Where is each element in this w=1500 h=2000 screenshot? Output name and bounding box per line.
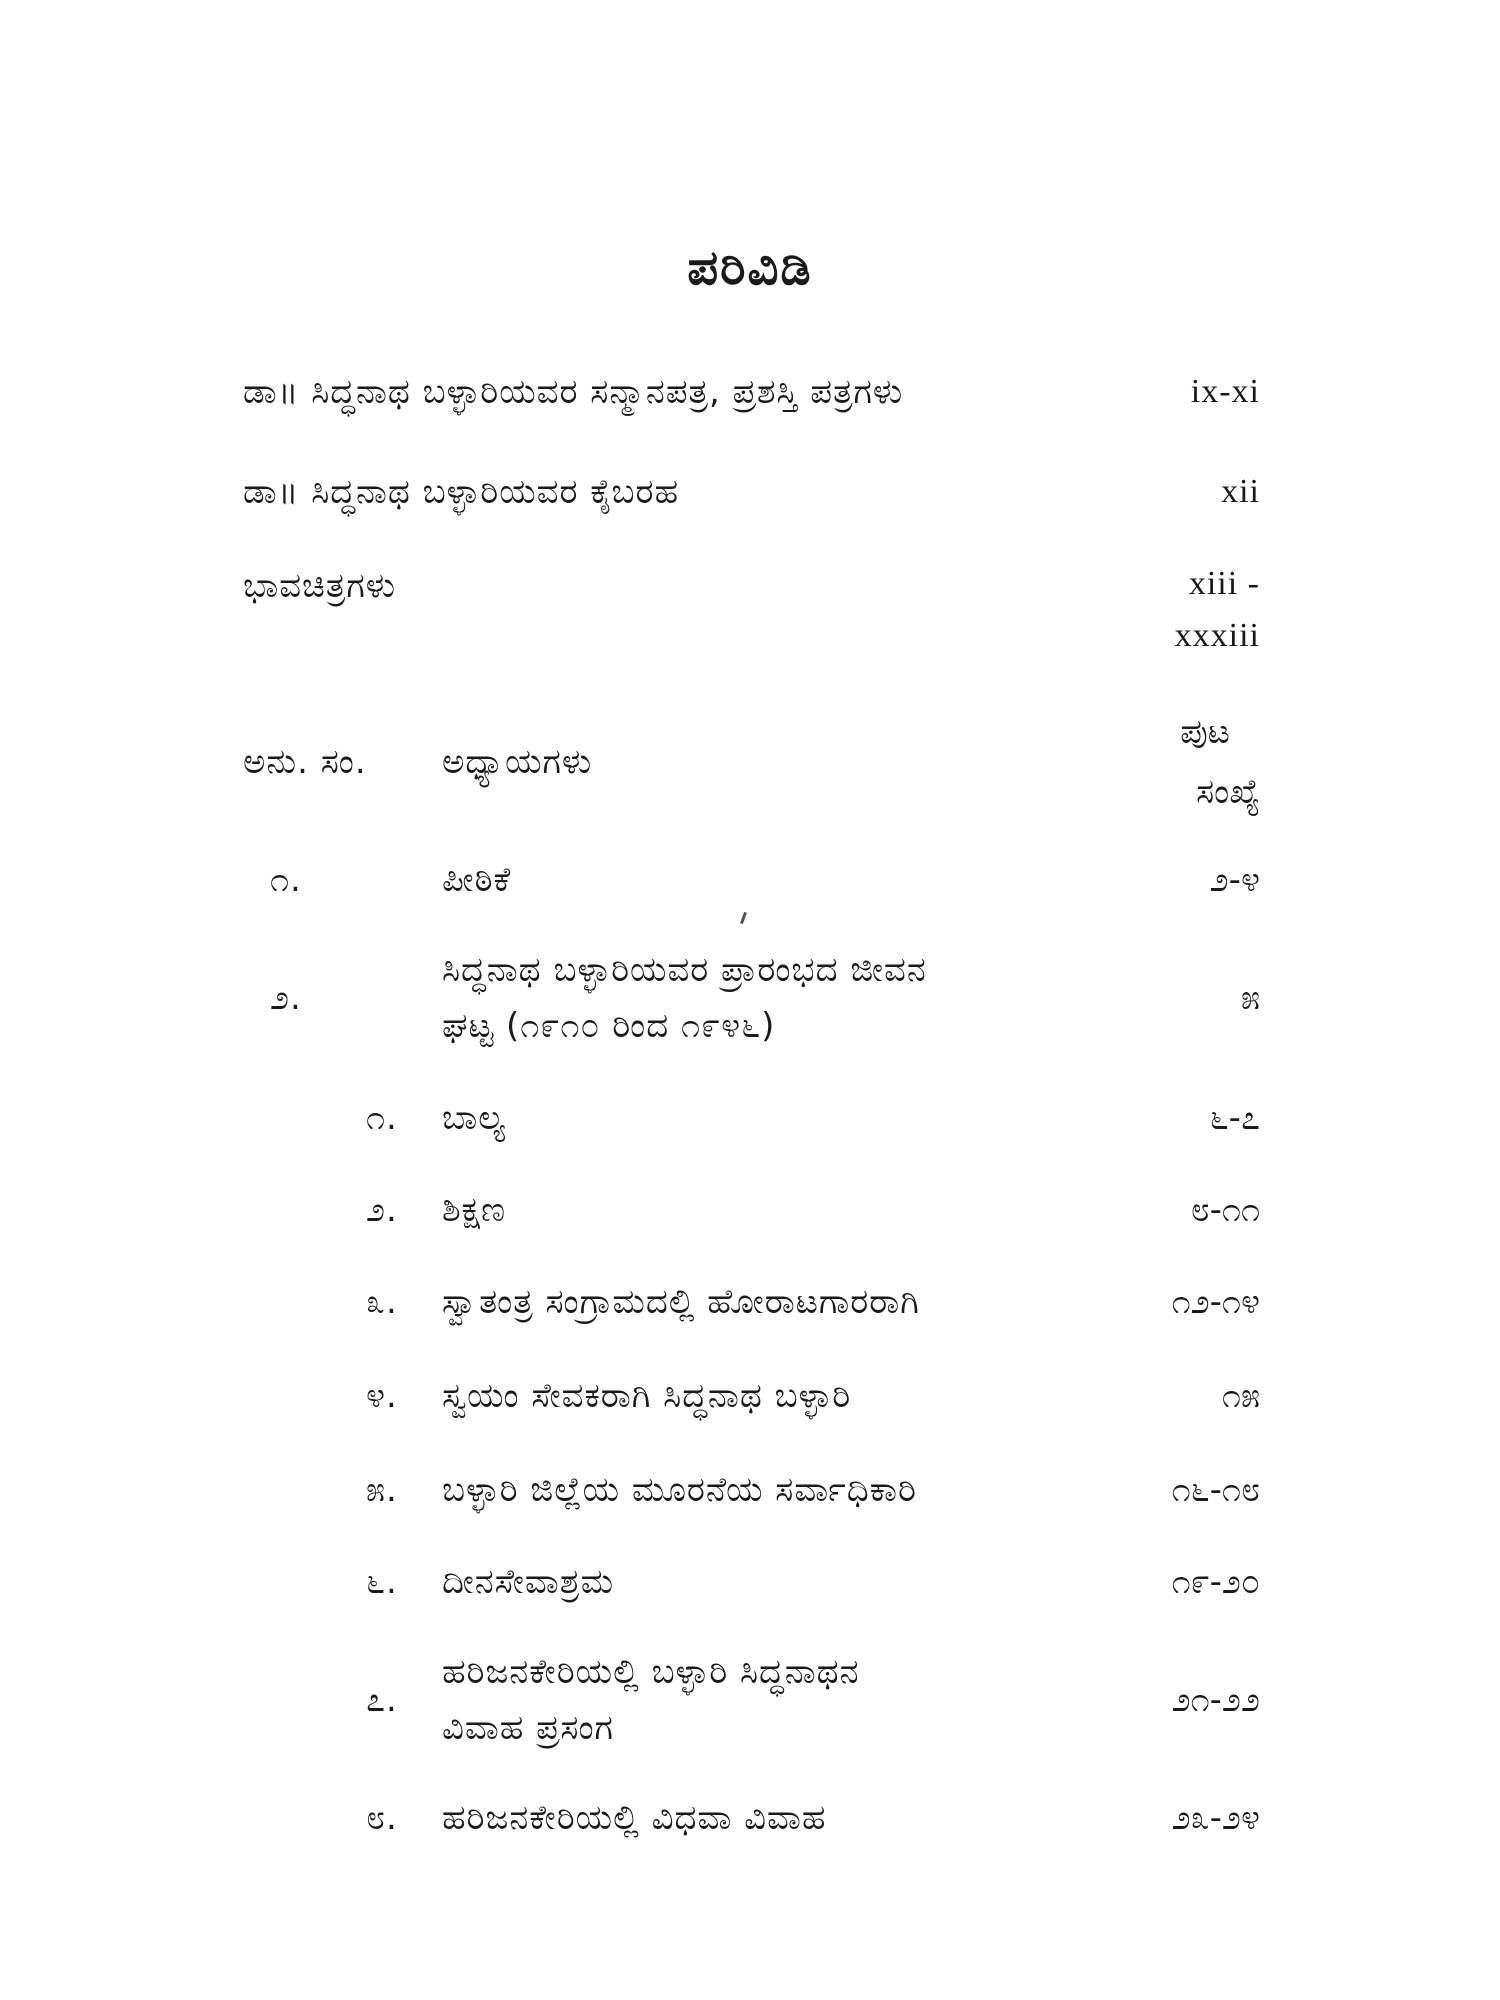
- subsection-page: ೮-೧೧: [1190, 1190, 1260, 1230]
- subsection-page: ೧೫: [1221, 1376, 1260, 1416]
- chapter-title: ಪೀಠಿಕೆ: [442, 860, 512, 900]
- subsection-number: ೨.: [366, 1190, 398, 1230]
- page-title: ಪರಿವಿಡಿ: [687, 240, 813, 296]
- front-matter-certificates-page: ix-xi: [1190, 373, 1260, 410]
- subsection-number: ೭.: [366, 1680, 398, 1720]
- chapter-title-line1: ಸಿದ್ಧನಾಥ ಬಳ್ಳಾರಿಯವರ ಪ್ರಾರಂಭದ ಜೀವನ: [442, 950, 927, 990]
- header-chapters: ಅಧ್ಯಾಯಗಳು: [442, 742, 593, 782]
- subsection-number: ೧.: [366, 1098, 398, 1138]
- subsection-number: ೪.: [366, 1376, 398, 1416]
- front-matter-handwriting-page: xii: [1221, 473, 1260, 510]
- header-page-line1: ಪುಟ: [1180, 712, 1230, 752]
- subsection-page: ೧೬-೧೮: [1171, 1470, 1260, 1510]
- subsection-page: ೬-೭: [1209, 1098, 1260, 1138]
- subsection-page: ೨೩-೨೪: [1171, 1798, 1260, 1838]
- subsection-number: ೫.: [366, 1470, 398, 1510]
- subsection-title: ಬಳ್ಳಾರಿ ಜಿಲ್ಲೆಯ ಮೂರನೆಯ ಸರ್ವಾಧಿಕಾರಿ: [442, 1470, 918, 1510]
- subsection-title: ಶಿಕ್ಷಣ: [442, 1190, 507, 1230]
- stray-mark: [740, 912, 747, 924]
- front-matter-certificates: ಡಾ॥ ಸಿದ್ಧನಾಥ ಬಳ್ಳಾರಿಯವರ ಸನ್ಮಾನಪತ್ರ, ಪ್ರಶಸ್ತಿ ಪತ್ರಗಳು: [243, 372, 904, 412]
- chapter-number: ೨.: [270, 978, 302, 1018]
- subsection-page: ೧೯-೨೦: [1171, 1562, 1260, 1602]
- chapter-page: ೫: [1240, 978, 1260, 1018]
- header-serial: ಅನು. ಸಂ.: [243, 742, 367, 782]
- front-matter-handwriting: ಡಾ॥ ಸಿದ್ಧನಾಥ ಬಳ್ಳಾರಿಯವರ ಕೈಬರಹ: [243, 472, 680, 512]
- subsection-page: ೧೨-೧೪: [1171, 1282, 1260, 1322]
- subsection-title-line1: ಹರಿಜನಕೇರಿಯಲ್ಲಿ ಬಳ್ಳಾರಿ ಸಿದ್ಧನಾಥನ: [442, 1652, 860, 1692]
- header-page-line2: ಸಂಖ್ಯೆ: [1196, 772, 1260, 812]
- subsection-number: ೩.: [366, 1282, 398, 1322]
- subsection-title: ಸ್ವಾತಂತ್ರ ಸಂಗ್ರಾಮದಲ್ಲಿ ಹೋರಾಟಗಾರರಾಗಿ: [442, 1282, 920, 1322]
- chapter-title-line2: ಘಟ್ಟ (೧೯೧೦ ರಿಂದ ೧೯೪೬): [442, 1006, 776, 1046]
- subsection-title: ಬಾಲ್ಯ: [442, 1098, 506, 1138]
- front-matter-photographs-page-line2: xxxiii: [1174, 617, 1260, 654]
- subsection-title: ದೀನಸೇವಾಶ್ರಮ: [442, 1562, 615, 1602]
- chapter-number: ೧.: [270, 860, 302, 900]
- front-matter-photographs: ಭಾವಚಿತ್ರಗಳು: [243, 566, 397, 606]
- subsection-page: ೨೧-೨೨: [1171, 1680, 1260, 1720]
- subsection-title-line2: ವಿವಾಹ ಪ್ರಸಂಗ: [442, 1708, 614, 1748]
- subsection-title: ಸ್ವಯಂ ಸೇವಕರಾಗಿ ಸಿದ್ಧನಾಥ ಬಳ್ಳಾರಿ: [442, 1376, 852, 1416]
- subsection-number: ೮.: [366, 1798, 398, 1838]
- chapter-page: ೨-೪: [1209, 860, 1260, 900]
- subsection-number: ೬.: [366, 1562, 398, 1602]
- subsection-title: ಹರಿಜನಕೇರಿಯಲ್ಲಿ ವಿಧವಾ ವಿವಾಹ: [442, 1798, 827, 1838]
- front-matter-photographs-page-line1: xiii -: [1188, 565, 1260, 602]
